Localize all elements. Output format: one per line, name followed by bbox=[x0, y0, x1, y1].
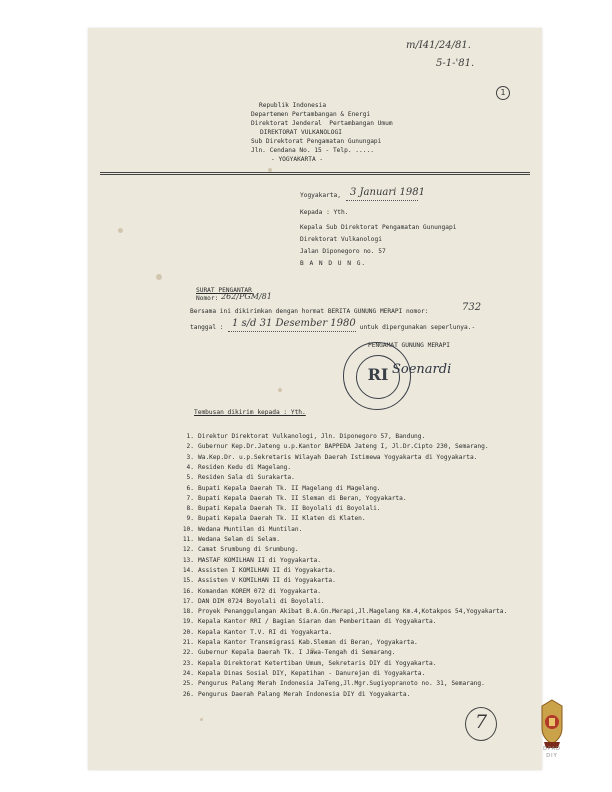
tembusan-item-text: Pengurus Palang Merah Indonesia JaTeng,Jl.Mgr.Sugiyopranoto no. 31, Semarang. bbox=[198, 680, 485, 688]
tembusan-item-number: 5. bbox=[186, 474, 194, 482]
tembusan-item-text: Bupati Kepala Daerah Tk. II Boyolali di Boyolali. bbox=[198, 505, 381, 513]
tembusan-item-text: Wedana Selam di Selam. bbox=[198, 536, 280, 543]
stain bbox=[200, 718, 203, 721]
tembusan-item-number: 8. bbox=[186, 505, 194, 513]
tembusan-item bbox=[172, 433, 425, 441]
tembusan-item-text: Assisten V KOMILHAN II di Yogyakarta. bbox=[198, 577, 336, 585]
tembusan-item-number: 24. bbox=[182, 669, 194, 677]
tembusan-item-text: Kepala Kantor Transmigrasi Kab.Sleman di Beran, Yogyakarta. bbox=[198, 639, 418, 646]
archive-logo-line1: DPAD bbox=[543, 746, 561, 752]
tembusan-item-number: 15. bbox=[182, 577, 194, 585]
stain bbox=[118, 228, 123, 233]
tanggal-handwritten: 1 s/d 31 Desember 1980 bbox=[232, 318, 356, 329]
tembusan-item-text: Proyek Penanggulangan Akibat B.A.Gn.Merapi,Jl.Magelang Km.4,Kotakpos 54,Yogyakarta. bbox=[198, 608, 508, 616]
tembusan-item-number: 12. bbox=[182, 546, 194, 554]
addressee-line: Kepala Sub Direktorat Pengamatan Gunungapi bbox=[300, 224, 457, 231]
archive-logo-line2: DIY bbox=[546, 753, 558, 759]
tembusan-item bbox=[172, 567, 336, 575]
tembusan-item-number: 21. bbox=[182, 639, 194, 646]
addressee-line: B A N D U N G. bbox=[300, 260, 367, 267]
tembusan-item bbox=[172, 629, 332, 637]
berita-number-handwritten: 732 bbox=[462, 302, 482, 313]
surat-title: SURAT PENGANTAR bbox=[196, 287, 252, 294]
tembusan-item-text: DAN DIM 0724 Boyolali di Boyolali. bbox=[198, 597, 325, 605]
tembusan-item bbox=[172, 536, 280, 544]
tembusan-item-number: 20. bbox=[182, 628, 194, 636]
circled-folio-number bbox=[465, 707, 497, 741]
tembusan-item bbox=[172, 680, 485, 688]
folio-number-text: 7 bbox=[474, 711, 488, 733]
tembusan-item-text: MASTAF KOMILHAN II di Yogyakarta. bbox=[198, 556, 321, 564]
stain bbox=[278, 388, 282, 392]
tembusan-title bbox=[194, 409, 306, 417]
tembusan-item bbox=[172, 577, 336, 585]
addressee-line: Direktorat Vulkanologi bbox=[300, 236, 382, 243]
dotted-line bbox=[346, 200, 418, 201]
tembusan-item bbox=[172, 526, 302, 534]
nomor-label: Nomor: bbox=[196, 295, 219, 302]
tembusan-item-number: 13. bbox=[182, 556, 194, 564]
archive-logo-label bbox=[530, 746, 574, 760]
tembusan-item-number: 22. bbox=[182, 649, 194, 657]
handwritten-date-text: 3 Januari 1981 bbox=[350, 187, 425, 198]
tembusan-item-text: Camat Srumbung di Srumbung. bbox=[198, 546, 299, 554]
tembusan-heading-text: Tembusan dikirim kepada : Yth. bbox=[194, 409, 306, 416]
tembusan-item bbox=[172, 660, 436, 668]
tembusan-item-text: Bupati Kepala Daerah Tk. II Klaten di Klaten. bbox=[198, 515, 366, 523]
tembusan-item bbox=[172, 464, 291, 472]
header-rule bbox=[100, 172, 530, 173]
tembusan-item bbox=[172, 474, 295, 482]
tembusan-item-number: 25. bbox=[182, 680, 194, 688]
tembusan-item-number: 26. bbox=[182, 690, 194, 698]
handwritten-date: 5-1-'81. bbox=[436, 58, 475, 69]
signature-title: PENGAMAT GUNUNG MERAPI bbox=[368, 342, 450, 349]
tembusan-item bbox=[172, 618, 436, 626]
letterhead-line: Sub Direktorat Pengamatan Gunungapi bbox=[251, 138, 382, 145]
tembusan-item bbox=[172, 485, 381, 493]
tembusan-item-number: 10. bbox=[182, 525, 194, 533]
tembusan-item-text: Gubernur Kep.Dr.Jateng u.p.Kantor BAPPEDA Jateng I, Jl.Dr.Cipto 230, Semarang. bbox=[198, 443, 489, 451]
tembusan-item-text: Pengurus Daerah Palang Merah Indonesia DIY di Yogyakarta. bbox=[198, 690, 411, 698]
stain bbox=[156, 274, 162, 280]
body-line-1: Bersama ini dikirimkan dengan hormat BERITA GUNUNG MERAPI nomor: bbox=[190, 308, 433, 315]
tembusan-item-number: 11. bbox=[182, 536, 194, 543]
tembusan-item-text: Kepala Direktorat Ketertiban Umum, Sekretaris DIY di Yogyakarta. bbox=[198, 659, 437, 667]
stamp-emblem-text: RI bbox=[367, 365, 389, 384]
tembusan-item-text: Kepala Kantor T.V. RI di Yogyakarta. bbox=[198, 628, 333, 636]
tembusan-item bbox=[172, 515, 366, 523]
document-page bbox=[88, 28, 542, 770]
tembusan-item-text: Wedana Muntilan di Muntilan. bbox=[198, 525, 303, 533]
letterhead-line: Jln. Cendana No. 15 - Telp. ..... bbox=[251, 147, 374, 154]
tembusan-item-number: 18. bbox=[182, 608, 194, 616]
tembusan-item-text: Residen Sala di Surakarta. bbox=[198, 474, 295, 482]
tembusan-item-number: 16. bbox=[182, 587, 194, 595]
tembusan-item-text: Gubernur Kepala Daerah Tk. I Jawa-Tengah di Semarang. bbox=[198, 649, 396, 657]
tembusan-item-number: 6. bbox=[186, 484, 194, 492]
letterhead-line: Republik Indonesia bbox=[259, 102, 327, 109]
letterhead-line: DIREKTORAT VULKANOLOGI bbox=[260, 129, 342, 136]
tembusan-item bbox=[172, 443, 489, 451]
tembusan-item-number: 7. bbox=[186, 494, 194, 502]
nomor-handwritten: 262/PGM/81 bbox=[221, 292, 272, 301]
tembusan-item bbox=[172, 670, 425, 678]
tembusan-item-number: 23. bbox=[182, 659, 194, 667]
handwritten-signature: Soenardi bbox=[392, 362, 452, 377]
tembusan-item-number: 3. bbox=[186, 453, 194, 461]
tembusan-item bbox=[172, 598, 325, 606]
kepada-label: Kepada : Yth. bbox=[300, 209, 349, 216]
tembusan-item-number: 9. bbox=[186, 515, 194, 523]
tembusan-item-number: 4. bbox=[186, 463, 194, 471]
tembusan-item-text: Kepala Kantor RRI / Bagian Siaran dan Pemberitaan di Yogyakarta. bbox=[198, 618, 437, 626]
tembusan-item bbox=[172, 505, 381, 513]
tembusan-item-text: Kepala Dinas Sosial DIY, Kepatihan - Danurejan di Yogyakarta. bbox=[198, 669, 426, 677]
letterhead-line: Direktorat Jenderal Pertambangan Umum bbox=[251, 120, 393, 127]
tembusan-item bbox=[172, 454, 477, 462]
tembusan-item bbox=[172, 588, 321, 596]
tembusan-item-text: Direktur Direktorat Vulkanologi, Jln. Diponegoro 57, Bandung. bbox=[198, 433, 426, 440]
circled-page-number: 1 bbox=[496, 86, 510, 100]
tembusan-item-number: 14. bbox=[182, 566, 194, 574]
tembusan-item-text: Assisten I KOMILHAN II di Yogyakarta. bbox=[198, 566, 336, 574]
addressee-line: Jalan Diponegoro no. 57 bbox=[300, 248, 386, 255]
tembusan-item-number: 2. bbox=[186, 443, 194, 451]
tembusan-item-text: Bupati Kepala Daerah Tk. II Sleman di Beran, Yogyakarta. bbox=[198, 494, 407, 502]
handwritten-reference: m/I41/24/81. bbox=[406, 40, 471, 51]
body-line-2-prefix: tanggal : bbox=[190, 324, 228, 331]
tembusan-item-number: 19. bbox=[182, 618, 194, 626]
tembusan-item bbox=[172, 557, 321, 565]
tembusan-item bbox=[172, 649, 395, 657]
tembusan-item bbox=[172, 691, 410, 699]
header-rule bbox=[100, 174, 530, 175]
tembusan-item-number: 17. bbox=[182, 597, 194, 605]
tembusan-item bbox=[172, 608, 507, 616]
tembusan-item bbox=[172, 546, 299, 554]
tembusan-item bbox=[172, 495, 407, 503]
tembusan-item-number: 1. bbox=[186, 433, 194, 440]
date-prefix: Yogyakarta, bbox=[300, 192, 341, 199]
letterhead-line: - YOGYAKARTA - bbox=[271, 156, 324, 163]
tembusan-item-text: Residen Kedu di Magelang. bbox=[198, 463, 292, 471]
letterhead-line: Departemen Pertambangan & Energi bbox=[251, 111, 371, 118]
tembusan-item-text: Komandan KOREM 072 di Yogyakarta. bbox=[198, 587, 321, 595]
tembusan-item-text: Wa.Kep.Dr. u.p.Sekretaris Wilayah Daerah Istimewa Yogyakarta di Yogyakarta. bbox=[198, 453, 478, 461]
dotted-line bbox=[228, 331, 356, 332]
tembusan-item bbox=[172, 639, 418, 647]
tembusan-item-text: Bupati Kepala Daerah Tk. II Magelang di Magelang. bbox=[198, 484, 381, 492]
body-line-2-suffix: untuk dipergunakan seperlunya.- bbox=[356, 324, 476, 331]
